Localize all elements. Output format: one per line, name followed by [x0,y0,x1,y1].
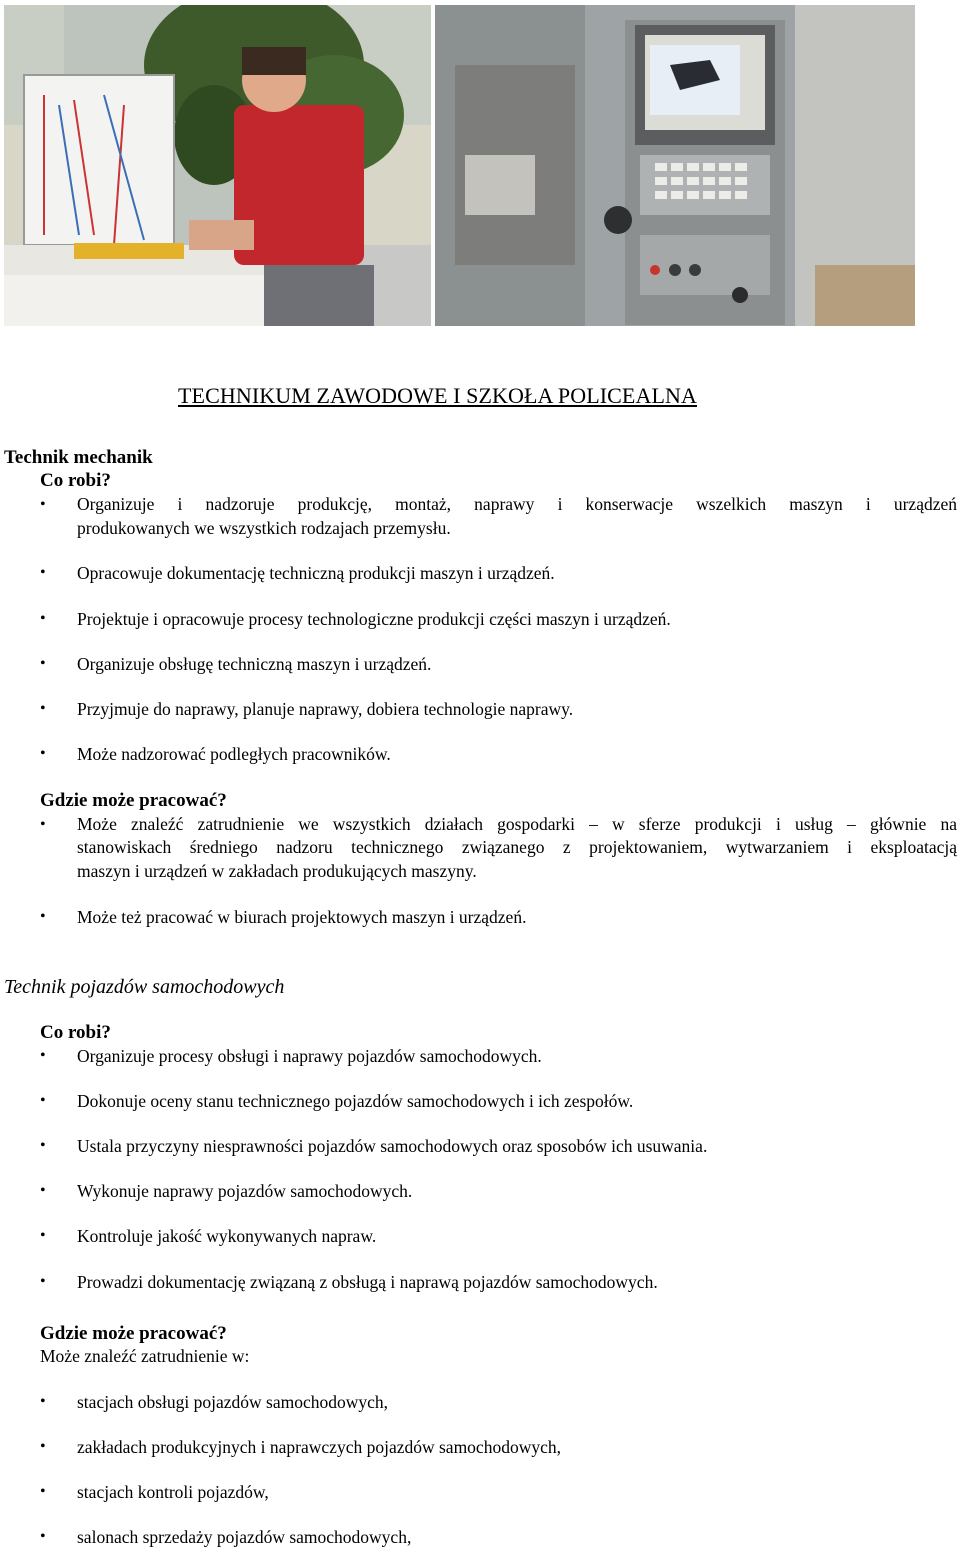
bullet: • [40,745,46,762]
samochodowy-what-item-1: Organizuje procesy obsługi i naprawy pojazdów samochodowych. [77,1046,542,1066]
samochodowy-what-item-5: Kontroluje jakość wykonywanych napraw. [77,1226,377,1246]
samochodowy-what-item-4: Wykonuje naprawy pojazdów samochodowych. [77,1181,413,1201]
bullet: • [40,655,46,672]
bullet: • [40,496,46,513]
samochodowy-where-item-1: stacjach obsługi pojazdów samochodowych, [77,1392,389,1412]
photo-cnc-machine-image [435,5,915,326]
mechanik-what-item-2: Opracowuje dokumentację techniczną produkcji maszyn i urządzeń. [77,563,555,583]
bullet: • [40,908,46,925]
bullet: • [40,1137,46,1154]
bullet: • [40,1047,46,1064]
samochodowy-where-item-3: stacjach kontroli pojazdów, [77,1482,269,1502]
bullet: • [40,564,46,581]
section-heading-mechanik: Technik mechanik [4,447,153,468]
bullet: • [40,1528,46,1545]
bullet: • [40,700,46,717]
mechanik-where-item-1-line-2: stanowiskach średniego nadzoru technicznego związanego z projektowaniem, wytwarzaniem i eksploatacją [77,837,957,857]
page-title: TECHNIKUM ZAWODOWE I SZKOŁA POLICEALNA [178,383,697,408]
mechanik-what-item-3: Projektuje i opracowuje procesy technologiczne produkcji części maszyn i urządzeń. [77,609,671,629]
bullet: • [40,1273,46,1290]
mechanik-what-item-1-line-2: produkowanych we wszystkich rodzajach przemysłu. [77,518,451,538]
samochodowy-what-item-2: Dokonuje oceny stanu technicznego pojazdów samochodowych i ich zespołów. [77,1091,634,1111]
section-heading-samochodowy: Technik pojazdów samochodowych [4,976,285,998]
samochodowy-what-item-3: Ustala przyczyny niesprawności pojazdów samochodowych oraz sposobów ich usuwania. [77,1136,708,1156]
bullet: • [40,1438,46,1455]
samochodowy-what-item-6: Prowadzi dokumentację związaną z obsługą i naprawą pojazdów samochodowych. [77,1272,658,1292]
samochodowy-where-heading: Gdzie może pracować? [40,1323,227,1344]
bullet: • [40,1483,46,1500]
mechanik-where-heading: Gdzie może pracować? [40,790,227,811]
bullet: • [40,1182,46,1199]
bullet: • [40,1393,46,1410]
mechanik-where-item-1-line-1: Może znaleźć zatrudnienie we wszystkich działach gospodarki – w sferze produkcji i usług – głównie na [77,814,957,834]
samochodowy-what-heading: Co robi? [40,1022,111,1043]
bullet: • [40,816,46,833]
mechanik-what-item-4: Organizuje obsługę techniczną maszyn i urządzeń. [77,654,432,674]
samochodowy-where-item-2: zakładach produkcyjnych i naprawczych pojazdów samochodowych, [77,1437,561,1457]
mechanik-where-item-1-line-3: maszyn i urządzeń w zakładach produkujących maszyny. [77,861,477,881]
bullet: • [40,1227,46,1244]
photo-cnc-machine [435,5,915,326]
mechanik-what-item-5: Przyjmuje do naprawy, planuje naprawy, dobiera technologie naprawy. [77,699,574,719]
photo-student-workbench [4,5,431,326]
mechanik-what-item-6: Może nadzorować podległych pracowników. [77,744,391,764]
bullet: • [40,1092,46,1109]
mechanik-where-item-2: Może też pracować w biurach projektowych maszyn i urządzeń. [77,907,527,927]
samochodowy-where-item-4: salonach sprzedaży pojazdów samochodowych, [77,1527,412,1547]
bullet: • [40,610,46,627]
mechanik-what-heading: Co robi? [40,470,111,491]
photo-student-workbench-image [4,5,431,326]
samochodowy-where-intro: Może znaleźć zatrudnienie w: [40,1346,250,1366]
mechanik-what-item-1-line-1: Organizuje i nadzoruje produkcję, montaż, naprawy i konserwacje wszelkich maszyn i urządzeń [77,494,957,514]
